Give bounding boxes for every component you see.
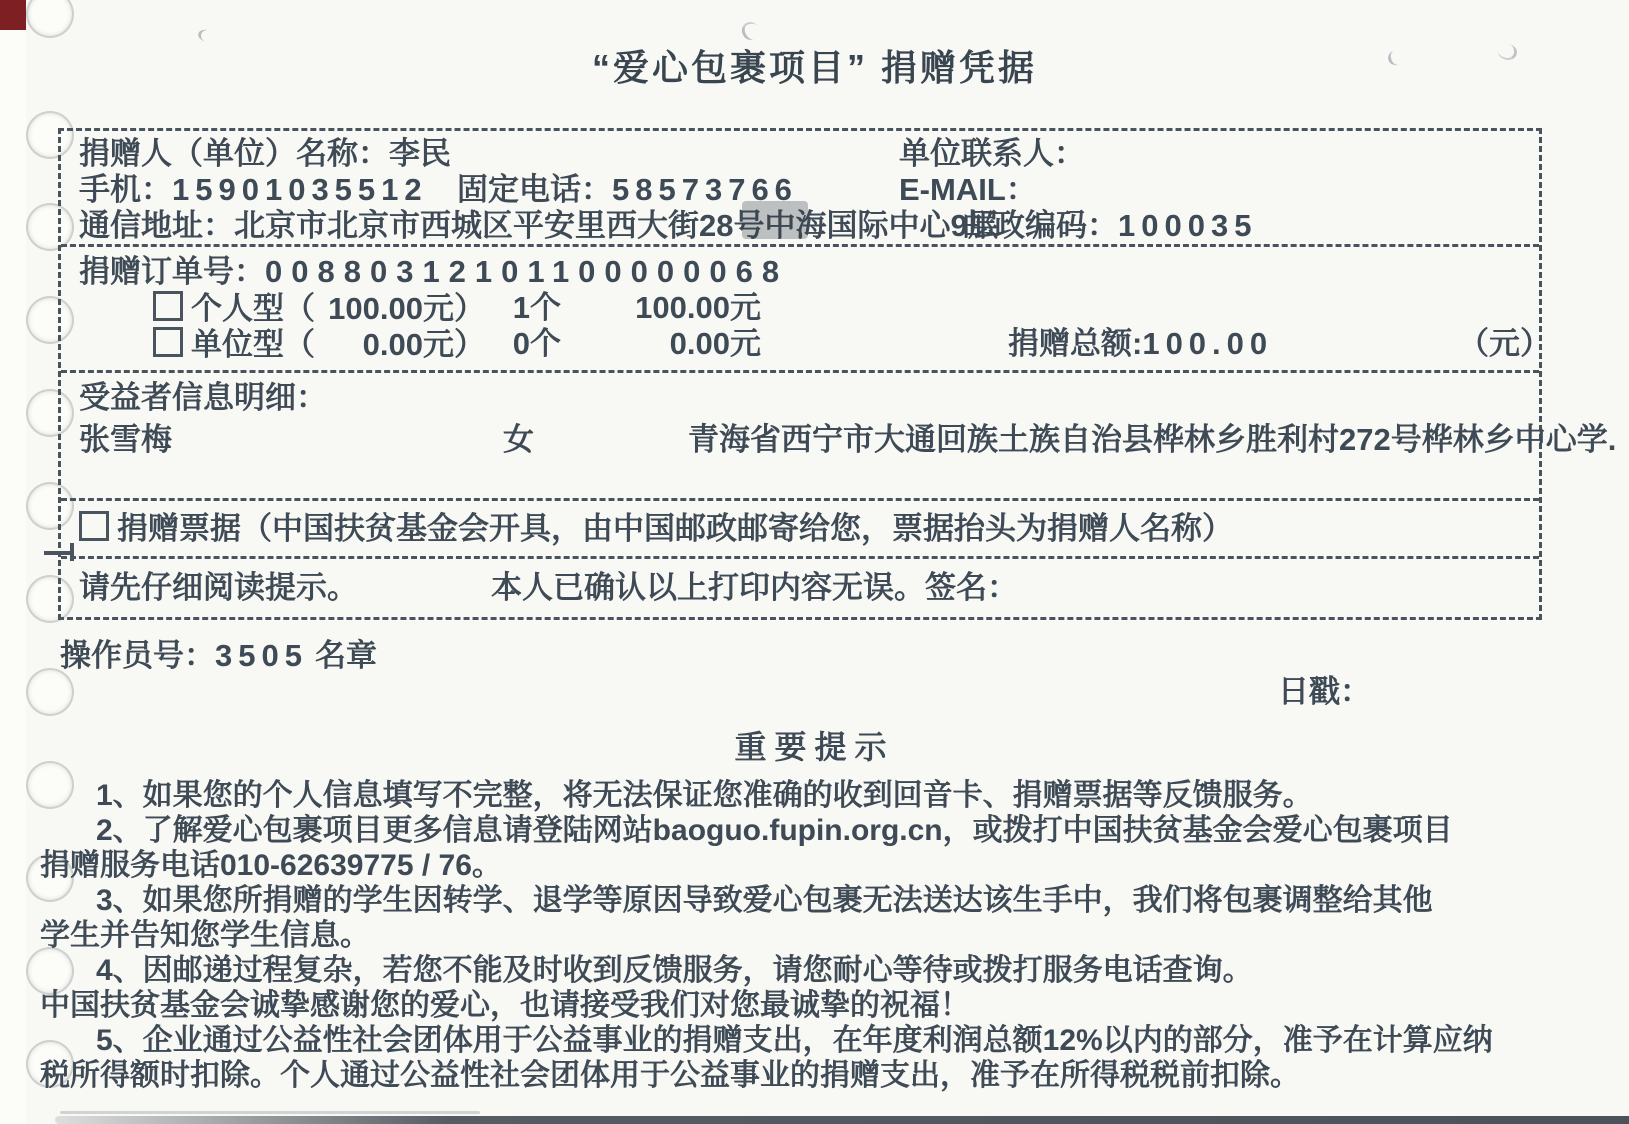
confirm-signature-text: 本人已确认以上打印内容无误。签名： [491, 570, 1018, 605]
mobile-label: 手机： [79, 172, 172, 207]
order-count: 1个 [512, 290, 561, 325]
total-row [1008, 327, 1273, 361]
address-label: 通信地址： [79, 208, 234, 243]
punch-hole [26, 0, 74, 38]
order-row-unit [153, 327, 485, 362]
punch-hole [26, 668, 74, 716]
tick-mark [44, 551, 70, 555]
postcode-row [963, 209, 1257, 243]
receipt-option-row [79, 511, 1233, 546]
order-count: 0个 [512, 326, 561, 361]
email-label: E-MAIL： [899, 172, 1037, 207]
donor-name-value: 李民 [389, 136, 451, 171]
contact-label: 单位联系人： [899, 136, 1085, 171]
date-stamp-label: 日戳： [1278, 674, 1371, 709]
order-no-row [79, 255, 788, 289]
currency-unit: （元） [1458, 326, 1551, 361]
donor-name-label: 捐赠人（单位）名称： [79, 136, 389, 171]
address-value: 北京市北京市西城区平安里西大街28号中海国际中心9层 [234, 208, 999, 243]
order-price: 100.00元） [328, 291, 485, 326]
notice-line-5: 5、企业通过公益性社会团体用于公益事业的捐赠支出，在年度利润总额12%以内的部分，准予在计算应纳 [96, 1024, 1493, 1057]
beneficiary-name: 张雪梅 [79, 422, 172, 457]
receipt-option-text: 捐赠票据（中国扶贫基金会开具，由中国邮政邮寄给您，票据抬头为捐赠人名称） [117, 511, 1233, 546]
notice-line-3: 3、如果您所捐赠的学生因转学、退学等原因导致爱心包裹无法送达该生手中，我们将包裹调整给其他 [96, 884, 1433, 917]
notice-line-2b: 捐赠服务电话010-62639775 / 76。 [40, 849, 502, 882]
order-amount: 0.00元 [669, 326, 761, 361]
checkbox-personal [153, 291, 183, 321]
phone-label: 固定电话： [457, 172, 612, 207]
order-row-personal [153, 291, 485, 326]
donor-name-row [79, 137, 451, 171]
read-notice-text: 请先仔细阅读提示。 [79, 570, 358, 605]
checkbox-receipt [79, 511, 109, 541]
mobile-row [79, 173, 428, 207]
tick-mark [70, 543, 74, 561]
order-price: 0.00元） [362, 327, 485, 362]
notice-line-4b: 中国扶贫基金会诚挚感谢您的爱心，也请接受我们对您最诚挚的祝福！ [40, 989, 970, 1022]
notice-line-5b: 税所得额时扣除。个人通过公益性社会团体用于公益事业的捐赠支出，准予在所得税税前扣除。 [40, 1059, 1300, 1092]
scan-edge-strip [0, 0, 26, 1124]
beneficiary-gender: 女 [503, 422, 534, 457]
red-corner-mark [0, 0, 26, 30]
notice-line-3b: 学生并告知您学生信息。 [40, 919, 370, 952]
mobile-value: 15901035512 [172, 172, 428, 207]
notice-heading: 重要提示 [734, 729, 895, 765]
operator-row [60, 630, 308, 675]
phone-value: 58573766 [612, 172, 798, 207]
postcode-label: 邮政编码： [963, 208, 1118, 243]
operator-number: 3505 [215, 638, 308, 673]
operator-label: 操作员号： [60, 638, 215, 673]
page-title: “爱心包裹项目” 捐赠凭据 [591, 47, 1037, 88]
order-no-value: 00880312101100000068 [265, 254, 789, 289]
section-beneficiary [61, 373, 1617, 501]
section-confirmation [61, 559, 1539, 617]
section-receipt-option [61, 501, 1539, 559]
notice-list [40, 778, 1580, 1093]
scan-bottom-edge [55, 1116, 1629, 1124]
notice-line-4: 4、因邮递过程复杂，若您不能及时收到反馈服务，请您耐心等待或拨打服务电话查询。 [96, 954, 1253, 987]
checkbox-unit [153, 327, 183, 357]
beneficiary-address: 青海省西宁市大通回族土族自治县桦林乡胜利村272号桦林乡中心学. [688, 422, 1617, 457]
order-amount: 100.00元 [635, 290, 761, 325]
order-type-label: 单位型（ [191, 327, 315, 362]
scan-edge-line [60, 1111, 480, 1114]
notice-line-2: 2、了解爱心包裹项目更多信息请登陆网站baoguo.fupin.org.cn，或拨打中国扶贫基金会爱心包裹项目 [96, 814, 1453, 847]
address-row [79, 209, 999, 243]
ink-smudge [742, 201, 808, 239]
notice-line-1: 1、如果您的个人信息填写不完整，将无法保证您准确的收到回音卡、捐赠票据等反馈服务。 [96, 779, 1313, 812]
order-type-label: 个人型（ [191, 291, 315, 326]
postcode-value: 100035 [1118, 208, 1258, 243]
total-label: 捐赠总额: [1008, 326, 1143, 361]
section-order [61, 247, 1551, 373]
order-no-label: 捐赠订单号： [79, 254, 265, 289]
beneficiary-heading: 受益者信息明细： [79, 380, 327, 415]
seal-label: 名章 [315, 638, 377, 673]
total-value: 100.00 [1142, 326, 1274, 361]
